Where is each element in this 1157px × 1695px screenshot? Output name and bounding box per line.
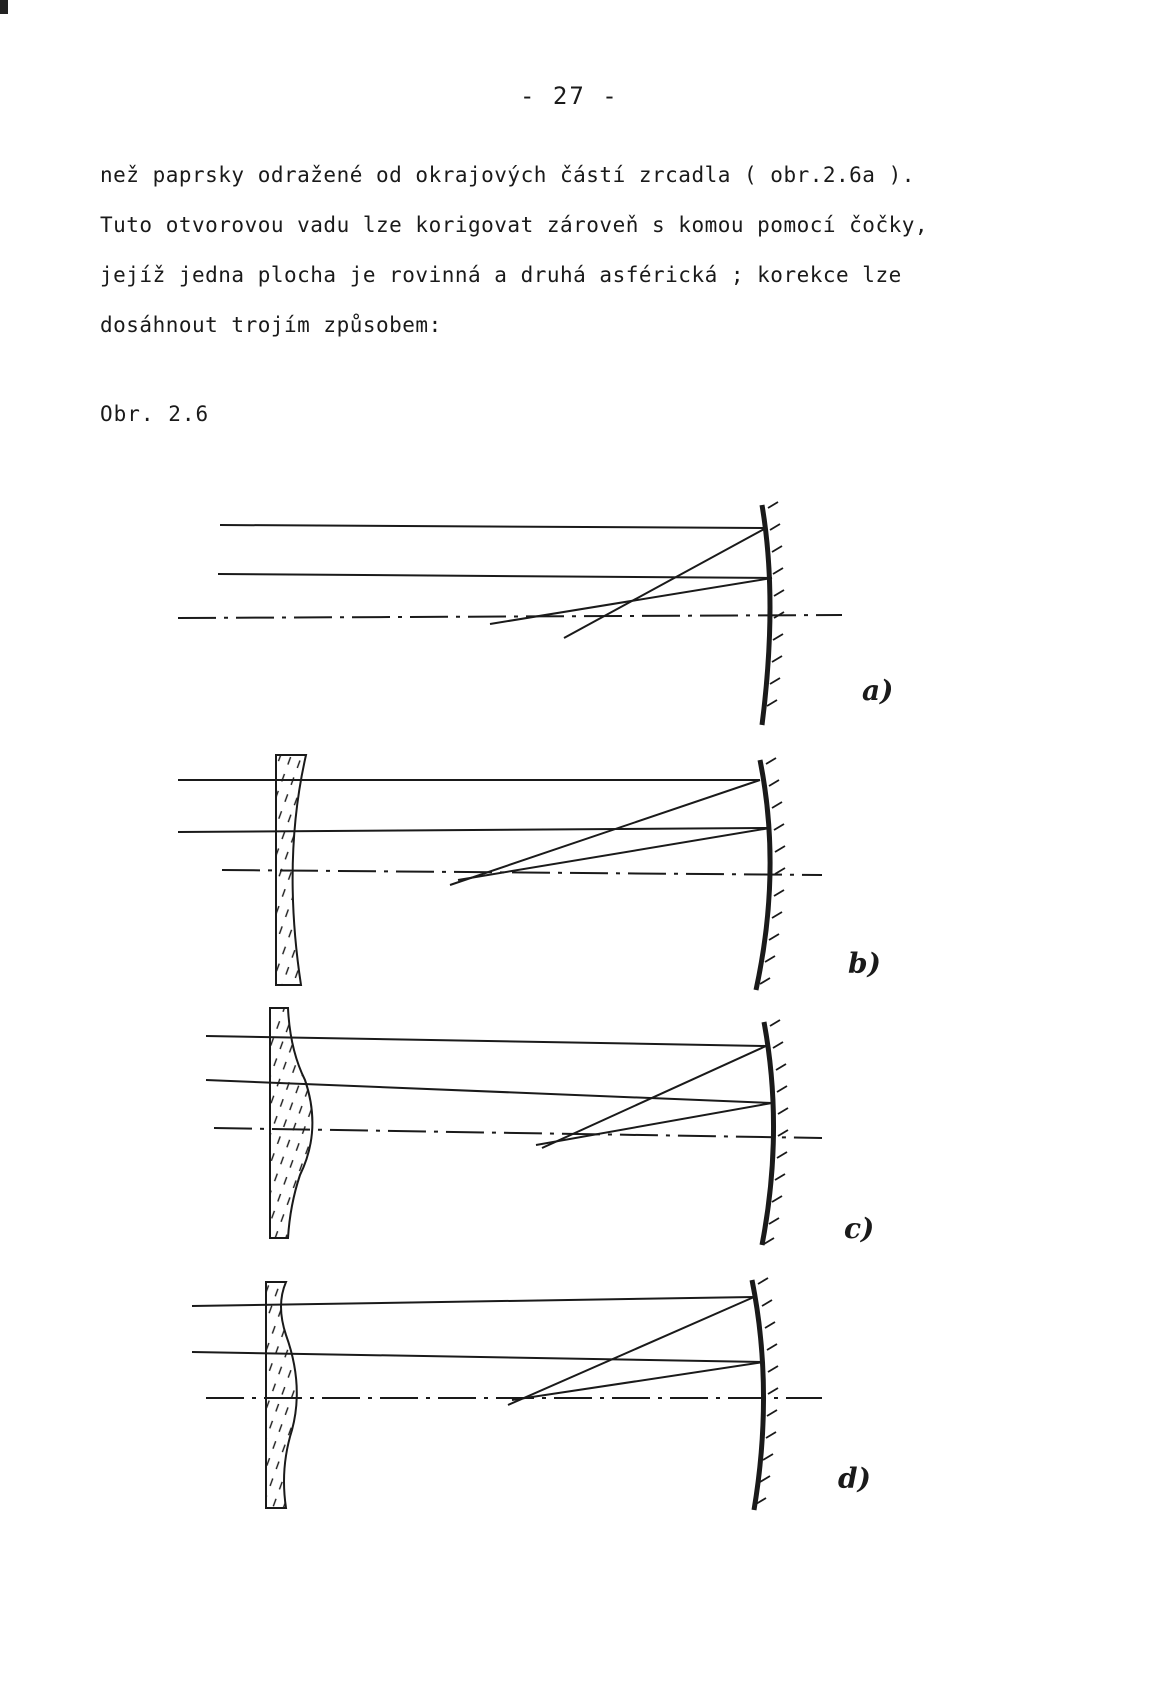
corrector-plate-d: [266, 1282, 297, 1508]
figure-caption: Obr. 2.6: [100, 402, 210, 426]
mirror-c: [762, 1022, 774, 1245]
mirror-d: [752, 1280, 764, 1510]
panel-c: [206, 1008, 874, 1245]
corrector-plate-c: [270, 1008, 312, 1238]
panel-d: [192, 1278, 871, 1510]
panel-label-c: c): [844, 1212, 875, 1245]
optical-axis-b: [222, 870, 822, 875]
ray-a-1: [220, 525, 766, 528]
reflected-ray-b-1: [450, 780, 760, 885]
reflected-ray-a-2: [490, 578, 772, 624]
reflected-ray-c-1: [542, 1046, 766, 1148]
reflected-ray-d-2: [512, 1362, 764, 1400]
panel-label-a: a): [862, 674, 894, 707]
body-line-3: jejíž jedna plocha je rovinná a druhá asférická ; korekce lze: [100, 263, 902, 287]
reflected-ray-b-2: [458, 828, 770, 880]
reflected-ray-c-2: [536, 1103, 772, 1145]
ray-a-2: [218, 574, 772, 578]
panel-b: [178, 755, 881, 990]
body-line-1: než paprsky odražené od okrajových částí zrcadla ( obr.2.6a ).: [100, 163, 915, 187]
panel-label-b: b): [848, 947, 881, 980]
page-number: - 27 -: [520, 82, 619, 110]
body-line-2: Tuto otvorovou vadu lze korigovat zároveň s komou pomocí čočky,: [100, 213, 929, 237]
ray-b-2: [178, 828, 770, 832]
body-line-4: dosáhnout trojím způsobem:: [100, 313, 442, 337]
panel-label-d: d): [838, 1462, 871, 1495]
optical-axis-a: [178, 615, 842, 618]
panel-a: [178, 502, 893, 725]
reflected-ray-d-1: [508, 1297, 754, 1405]
